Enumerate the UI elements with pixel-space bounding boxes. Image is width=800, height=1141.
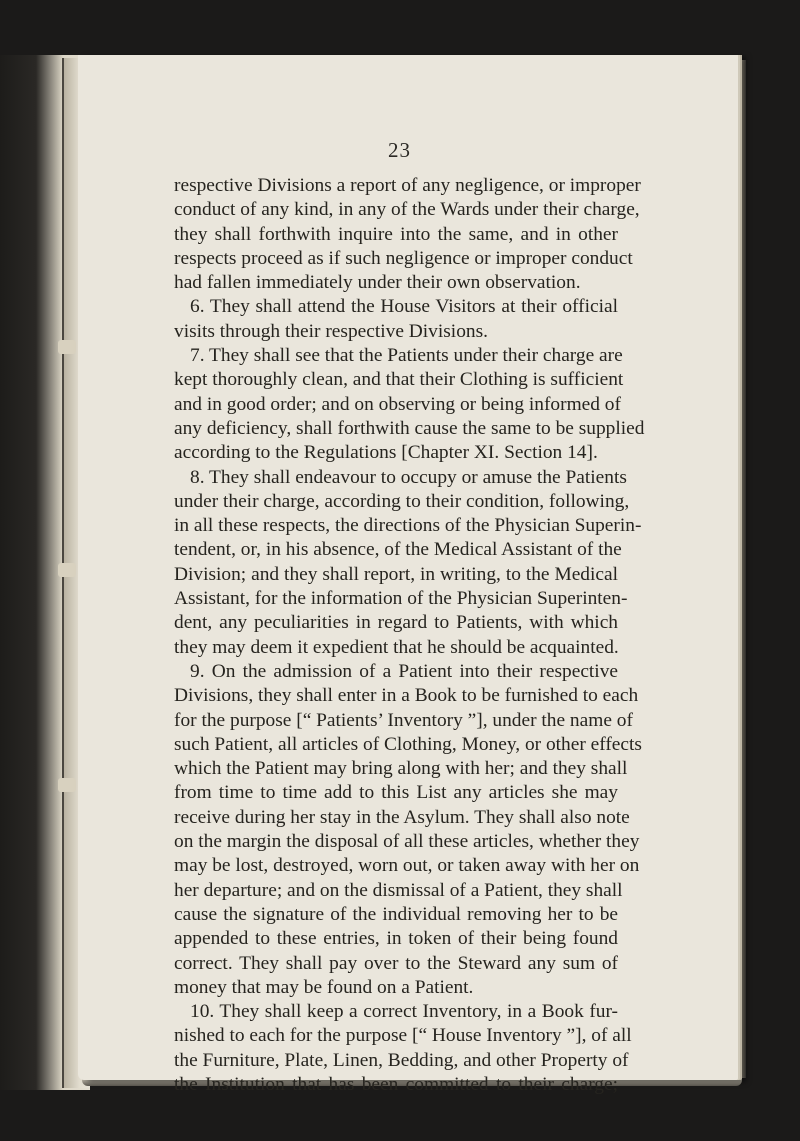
text-line: conduct of any kind, in any of the Wards under their charge,: [174, 199, 640, 221]
text-line: may be lost, destroyed, worn out, or taken away with her on: [174, 855, 640, 877]
text-line: under their charge, according to their condition, following,: [174, 490, 630, 512]
text-line: had fallen immediately under their own observation.: [174, 272, 581, 294]
text-line: nished to each for the purpose [“ House Inventory ”], of all: [174, 1025, 632, 1047]
text-line: on the margin the disposal of all these articles, whether they: [174, 831, 640, 853]
text-line: tendent, or, in his absence, of the Medical Assistant of the: [174, 539, 622, 561]
text-line: respects proceed as if such negligence or improper conduct: [174, 247, 633, 269]
text-line: 10. They shall keep a correct Inventory, in a Book fur-: [190, 1001, 618, 1023]
text-line: Division; and they shall report, in writing, to the Medical: [174, 563, 618, 585]
text-line: any deficiency, shall forthwith cause the same to be supplied: [174, 417, 645, 439]
text-line: her departure; and on the dismissal of a Patient, they shall: [174, 879, 623, 901]
text-line: respective Divisions a report of any negligence, or improper: [174, 175, 641, 196]
text-line: 7. They shall see that the Patients under their charge are: [190, 345, 623, 367]
binding-tab: [58, 778, 76, 792]
text-line: they may deem it expedient that he should be acquainted.: [174, 636, 619, 658]
text-line: 9. On the admission of a Patient into their respective: [190, 660, 618, 682]
text-line: such Patient, all articles of Clothing, Money, or other effects: [174, 733, 642, 755]
text-line: 8. They shall endeavour to occupy or amuse the Patients: [190, 466, 627, 488]
text-line: and in good order; and on observing or being informed of: [174, 393, 621, 415]
text-line: in all these respects, the directions of the Physician Superin-: [174, 515, 642, 537]
text-line: kept thoroughly clean, and that their Clothing is sufficient: [174, 369, 624, 391]
text-line: according to the Regulations [Chapter XI. Section 14].: [174, 442, 598, 464]
text-line: from time to time add to this List any articles she may: [174, 782, 618, 804]
text-line: they shall forthwith inquire into the same, and in other: [174, 223, 618, 245]
text-line: cause the signature of the individual removing her to be: [174, 903, 618, 925]
text-line: the Furniture, Plate, Linen, Bedding, and other Property of: [174, 1049, 629, 1071]
text-line: visits through their respective Divisions.: [174, 320, 488, 342]
binding-tab: [58, 340, 76, 354]
text-line: Divisions, they shall enter in a Book to be furnished to each: [174, 685, 639, 707]
text-line: correct. They shall pay over to the Steward any sum of: [174, 952, 618, 974]
body-text: [174, 174, 645, 1097]
page-number: 23: [388, 138, 411, 162]
text-line: for the purpose [“ Patients’ Inventory ”], under the name of: [174, 709, 633, 731]
binding-tab: [58, 563, 76, 577]
text-line: money that may be found on a Patient.: [174, 976, 474, 998]
text-line: appended to these entries, in token of their being found: [174, 928, 618, 950]
text-line: receive during her stay in the Asylum. They shall also note: [174, 806, 630, 828]
text-line: the Institution that has been committed to their charge;: [174, 1073, 618, 1095]
text-line: dent, any peculiarities in regard to Patients, with which: [174, 612, 618, 634]
text-line: which the Patient may bring along with her; and they shall: [174, 758, 628, 780]
text-line: 6. They shall attend the House Visitors at their official: [190, 296, 618, 318]
text-line: Assistant, for the information of the Physician Superinten-: [174, 588, 628, 610]
